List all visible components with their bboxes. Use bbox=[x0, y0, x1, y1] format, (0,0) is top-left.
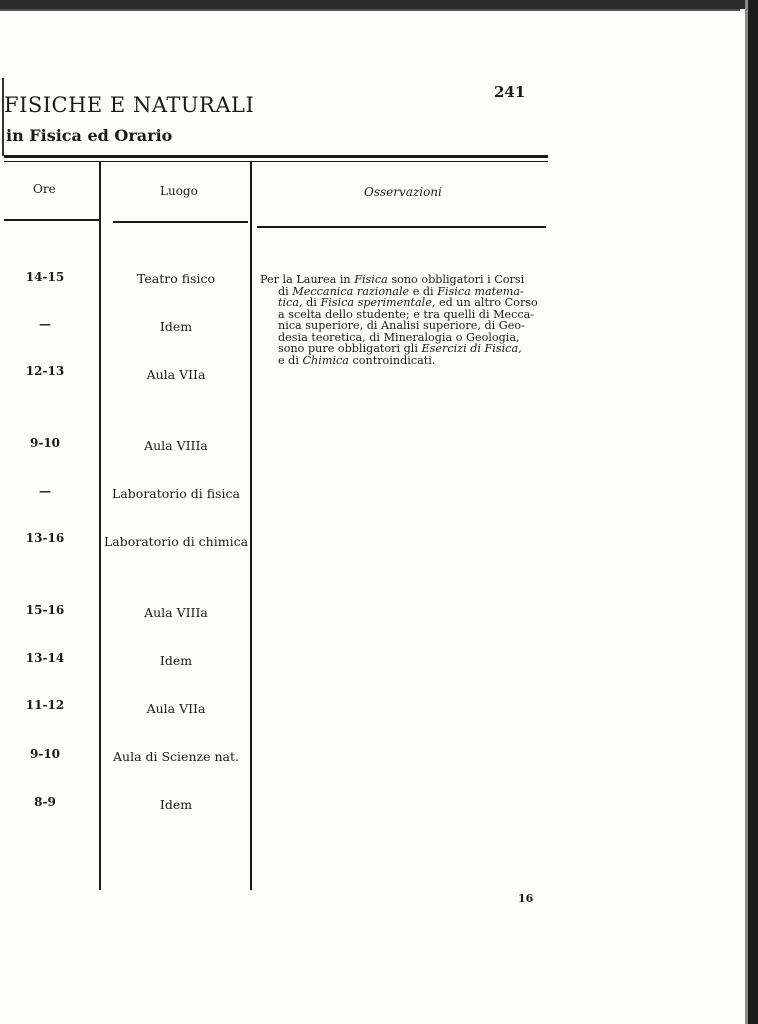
row-luogo: Laboratorio di fisica bbox=[112, 486, 240, 501]
row-ore: — bbox=[39, 484, 51, 498]
row-ore: — bbox=[39, 317, 51, 331]
page-binding-edge bbox=[748, 0, 758, 1024]
row-luogo: Aula VIIIa bbox=[144, 438, 208, 453]
obs-text: sono obbligatori i Corsi bbox=[387, 273, 525, 286]
obs-italic: Esercizi di Fisica, bbox=[421, 342, 522, 355]
page-heading: FISICHE E NATURALI bbox=[4, 93, 255, 117]
header-underline-ore bbox=[4, 219, 99, 221]
page-binding-shadow bbox=[745, 0, 748, 1024]
row-luogo: Idem bbox=[159, 653, 193, 668]
obs-italic: Fisica bbox=[354, 273, 388, 286]
obs-text: nica superiore, di Analisi superiore, di Geo- bbox=[278, 319, 525, 332]
row-luogo: Aula VIIa bbox=[146, 367, 206, 382]
row-luogo: Idem bbox=[159, 797, 193, 812]
obs-italic: Fisica sperimentale, bbox=[320, 296, 436, 309]
row-luogo: Idem bbox=[159, 319, 193, 334]
row-luogo: Aula VIIIa bbox=[144, 605, 208, 620]
column-header-ore: Ore bbox=[33, 182, 56, 196]
obs-text: e di bbox=[278, 353, 303, 367]
row-luogo: Aula di Scienze nat. bbox=[113, 749, 239, 764]
row-ore: 13-16 bbox=[25, 531, 65, 545]
row-ore: 9-10 bbox=[29, 747, 61, 761]
obs-text: di bbox=[278, 284, 293, 298]
obs-text: desia teoretica, di Mineralogia o Geologia, bbox=[278, 330, 520, 344]
row-ore: 12-13 bbox=[25, 364, 65, 378]
left-margin-rule bbox=[2, 78, 4, 156]
observations-paragraph bbox=[260, 274, 545, 366]
header-rule-thin bbox=[4, 161, 548, 162]
column-header-luogo: Luogo bbox=[160, 184, 198, 198]
obs-text: e di bbox=[409, 284, 438, 298]
page-subheading: in Fisica ed Orario bbox=[6, 126, 173, 145]
row-ore: 8-9 bbox=[34, 795, 56, 809]
header-underline-luogo bbox=[113, 221, 248, 223]
row-luogo: Teatro fisico bbox=[137, 271, 215, 286]
obs-italic: Chimica bbox=[302, 353, 349, 367]
row-ore: 13-14 bbox=[25, 651, 65, 665]
obs-text: a scelta dello studente; e tra quelli di Mecca- bbox=[278, 307, 535, 321]
row-ore: 15-16 bbox=[25, 603, 65, 617]
row-ore: 11-12 bbox=[25, 698, 65, 712]
row-ore: 9-10 bbox=[29, 436, 61, 450]
column-header-osservazioni: Osservazioni bbox=[364, 185, 442, 199]
row-luogo: Aula VIIa bbox=[146, 701, 206, 716]
row-ore: 14-15 bbox=[25, 270, 65, 284]
obs-italic: Meccanica razionale bbox=[292, 284, 410, 298]
signature-mark: 16 bbox=[518, 892, 534, 905]
header-rule-thick bbox=[4, 155, 548, 158]
obs-text: Per la Laurea in bbox=[260, 273, 355, 286]
top-edge bbox=[0, 0, 758, 9]
header-underline-osservazioni bbox=[257, 226, 546, 228]
row-luogo: Laboratorio di chimica bbox=[103, 534, 249, 549]
obs-text: sono pure obbligatori gli bbox=[278, 342, 422, 355]
obs-italic: tica, bbox=[278, 296, 303, 309]
obs-italic: Fisica matema- bbox=[437, 284, 524, 298]
top-edge-shadow bbox=[0, 9, 740, 11]
page-number: 241 bbox=[494, 83, 526, 101]
obs-text: di bbox=[302, 296, 321, 309]
obs-text: ed un altro Corso bbox=[435, 296, 538, 309]
obs-text: controindicati. bbox=[348, 353, 436, 367]
